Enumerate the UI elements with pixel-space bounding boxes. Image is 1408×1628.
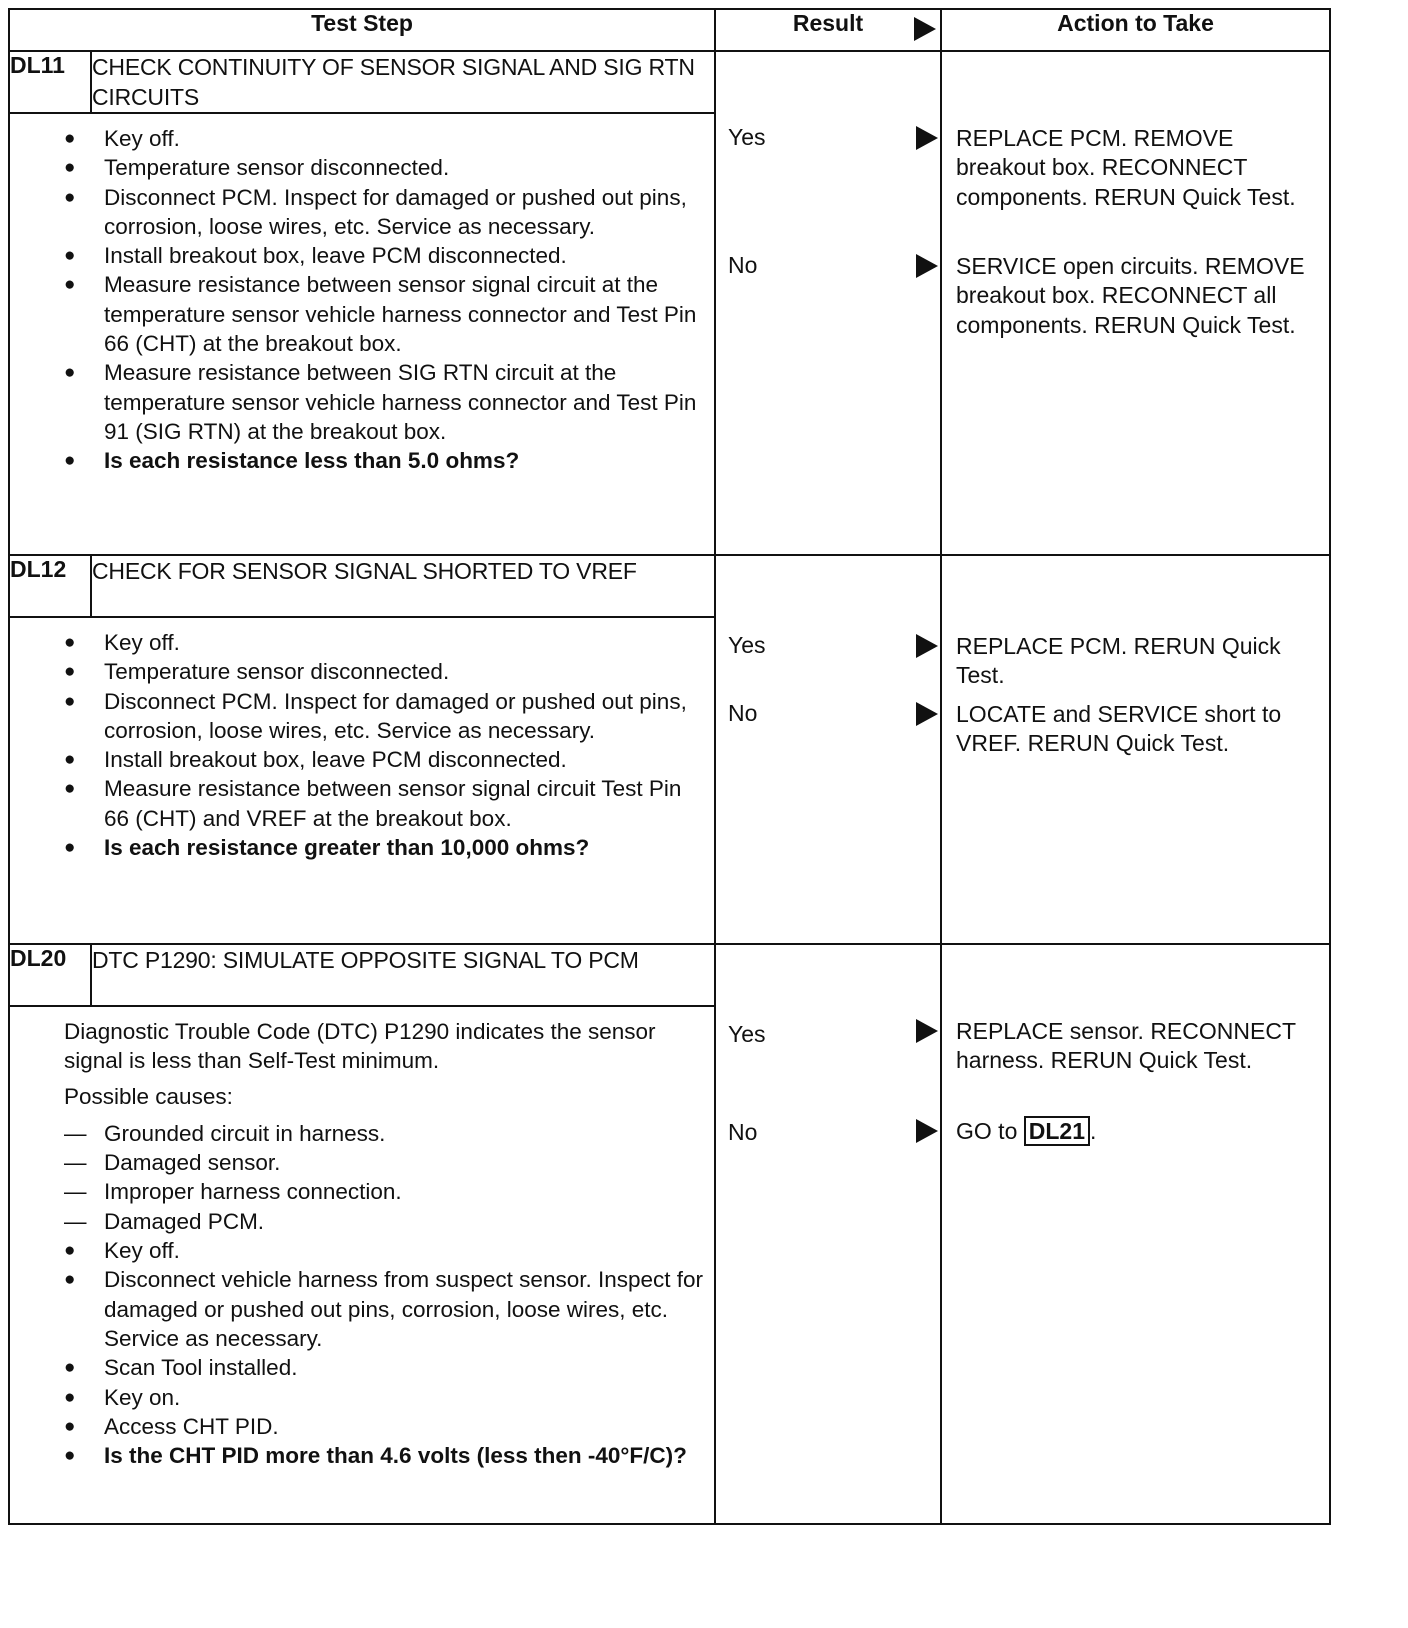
- arrow-right-icon: [916, 254, 938, 278]
- arrow-right-icon: [916, 702, 938, 726]
- action-cell-dl20: [941, 944, 1330, 1524]
- step-item: ● Temperature sensor disconnected.: [104, 153, 710, 182]
- header-test-step: Test Step: [9, 9, 715, 51]
- cause-item: — Damaged PCM.: [104, 1207, 710, 1236]
- step-item: ● Install breakout box, leave PCM disconnected.: [104, 241, 710, 270]
- dl11-title-row: [9, 51, 1330, 113]
- result-cell-dl11: [715, 51, 941, 555]
- step-item: ● Measure resistance between sensor signal circuit Test Pin 66 (CHT) and VREF at the breakout box.: [104, 774, 710, 833]
- step-question: ● Is each resistance less than 5.0 ohms?: [104, 446, 710, 475]
- action-no-suffix: .: [1090, 1118, 1097, 1144]
- step-item: ● Key off.: [104, 124, 710, 153]
- result-cell-dl20: [715, 944, 941, 1524]
- header-result-label: Result: [792, 10, 864, 36]
- step-item: ● Temperature sensor disconnected.: [104, 657, 710, 686]
- step-item: ● Access CHT PID.: [104, 1412, 710, 1441]
- arrow-right-icon: [914, 17, 936, 41]
- step-item: ● Disconnect vehicle harness from suspect sensor. Inspect for damaged or pushed out pins, corrosion, loose wires, etc. Service as necessary.: [104, 1265, 710, 1353]
- step-title-dl11: CHECK CONTINUITY OF SENSOR SIGNAL AND SIG RTN CIRCUITS: [91, 51, 715, 113]
- header-result: [715, 9, 941, 51]
- step-question: ● Is each resistance greater than 10,000 ohms?: [104, 833, 710, 862]
- step-title-dl20: DTC P1290: SIMULATE OPPOSITE SIGNAL TO PCM: [91, 944, 715, 1006]
- result-no: No: [728, 700, 758, 726]
- header-action: Action to Take: [941, 9, 1330, 51]
- arrow-right-icon: [916, 1019, 938, 1043]
- result-no: No: [728, 252, 758, 278]
- step-item: ● Install breakout box, leave PCM disconnected.: [104, 745, 710, 774]
- step-intro: Diagnostic Trouble Code (DTC) P1290 indicates the sensor signal is less than Self-Test minimum.: [64, 1019, 656, 1074]
- action-cell-dl12: [941, 555, 1330, 944]
- step-title-dl12: CHECK FOR SENSOR SIGNAL SHORTED TO VREF: [91, 555, 715, 617]
- goto-dl21-link[interactable]: DL21: [1024, 1116, 1090, 1146]
- diagnostic-table: [8, 8, 1331, 1525]
- arrow-right-icon: [916, 634, 938, 658]
- step-item: ● Key off.: [104, 628, 710, 657]
- dl20-title-row: [9, 944, 1330, 1006]
- action-no: SERVICE open circuits. REMOVE breakout box. RECONNECT all components. RERUN Quick Test.: [956, 253, 1305, 338]
- step-question: ● Is the CHT PID more than 4.6 volts (less then -40°F/C)?: [104, 1441, 710, 1470]
- cause-list: [104, 1119, 710, 1236]
- result-yes: Yes: [728, 124, 766, 150]
- header-row: [9, 9, 1330, 51]
- step-item: ● Disconnect PCM. Inspect for damaged or pushed out pins, corrosion, loose wires, etc. Service as necessary.: [104, 687, 710, 746]
- step-body-dl20: [9, 1006, 715, 1524]
- step-list: [104, 1236, 710, 1470]
- action-yes: REPLACE PCM. RERUN Quick Test.: [956, 633, 1281, 689]
- cause-item: — Damaged sensor.: [104, 1148, 710, 1177]
- step-item: ● Measure resistance between SIG RTN circuit at the temperature sensor vehicle harness connector and Test Pin 91 (SIG RTN) at the breakout box.: [104, 358, 710, 446]
- dl12-title-row: [9, 555, 1330, 617]
- step-id-dl12: DL12: [9, 555, 91, 617]
- arrow-right-icon: [916, 1119, 938, 1143]
- action-yes: REPLACE sensor. RECONNECT harness. RERUN Quick Test.: [956, 1018, 1296, 1074]
- step-item: ● Measure resistance between sensor signal circuit at the temperature sensor vehicle harness connector and Test Pin 66 (CHT) at the breakout box.: [104, 270, 710, 358]
- step-list: [10, 114, 714, 480]
- result-yes: Yes: [728, 1021, 766, 1047]
- step-item: ● Key on.: [104, 1383, 710, 1412]
- step-item: ● Scan Tool installed.: [104, 1353, 710, 1382]
- step-list: [10, 618, 714, 866]
- cause-item: — Grounded circuit in harness.: [104, 1119, 710, 1148]
- action-yes: REPLACE PCM. REMOVE breakout box. RECONNECT components. RERUN Quick Test.: [956, 125, 1296, 210]
- step-content: [10, 1007, 714, 1474]
- action-no: [956, 1117, 1321, 1146]
- result-no: No: [728, 1119, 758, 1145]
- result-yes: Yes: [728, 632, 766, 658]
- step-body-dl11: [9, 113, 715, 555]
- step-body-dl12: [9, 617, 715, 944]
- action-no: LOCATE and SERVICE short to VREF. RERUN Quick Test.: [956, 701, 1282, 757]
- step-id-dl11: DL11: [9, 51, 91, 113]
- result-cell-dl12: [715, 555, 941, 944]
- step-id-dl20: DL20: [9, 944, 91, 1006]
- possible-causes-label: Possible causes:: [64, 1083, 233, 1109]
- cause-item: — Improper harness connection.: [104, 1177, 710, 1206]
- action-no-prefix: GO to: [956, 1118, 1018, 1144]
- step-item: ● Key off.: [104, 1236, 710, 1265]
- action-cell-dl11: [941, 51, 1330, 555]
- arrow-right-icon: [916, 126, 938, 150]
- step-item: ● Disconnect PCM. Inspect for damaged or pushed out pins, corrosion, loose wires, etc. Service as necessary.: [104, 183, 710, 242]
